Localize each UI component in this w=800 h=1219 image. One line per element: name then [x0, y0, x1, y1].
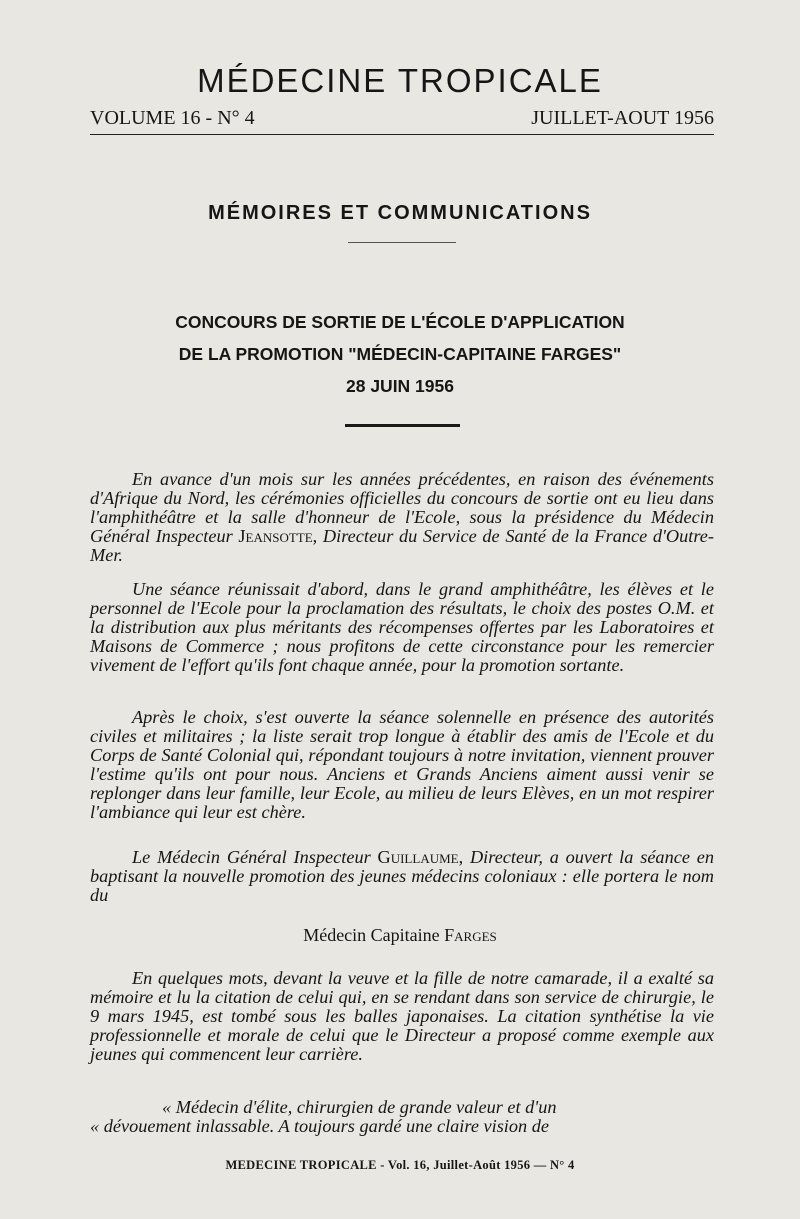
citation-quote	[90, 1098, 714, 1136]
promotion-name-farges: Farges	[444, 925, 497, 945]
page-footer: MEDECINE TROPICALE - Vol. 16, Juillet-Août 1956 — N° 4	[225, 1158, 575, 1172]
issue-date: JUILLET-AOUT 1956	[531, 107, 714, 129]
p1-text-b: Directeur du Service de Santé de la France d'Outre-Mer.	[90, 526, 714, 565]
paragraph-2	[90, 580, 714, 675]
person-name-guillaume: Guillaume,	[377, 847, 464, 867]
quote-line-1: « Médecin d'élite, chirurgien de grande valeur et d'un	[162, 1097, 557, 1117]
person-name-jeansotte: Jeansotte,	[238, 526, 318, 546]
title-divider	[345, 424, 460, 427]
article-title-line-2: DE LA PROMOTION "MÉDECIN-CAPITAINE FARGES"	[178, 344, 622, 364]
volume-number: VOLUME 16 - N° 4	[90, 107, 255, 129]
article-date: 28 JUIN 1956	[346, 376, 454, 396]
section-title: MÉMOIRES ET COMMUNICATIONS	[208, 202, 592, 224]
p4-text-b: Directeur, a ouvert la séance en baptisant la nouvelle promotion des jeunes médecins coloniaux : elle portera le nom du	[90, 847, 715, 905]
p1-text-a: En avance d'un mois sur les années précédentes, en raison des événements d'Afrique du Nord, les cérémonies officielles du concours de sortie ont eu lieu dans l'amphithéâtre et la salle d'honneur de l'Ecole, sous la présidence du Médecin Général Inspecteur	[90, 469, 714, 546]
promotion-name-prefix: Médecin Capitaine	[303, 925, 445, 945]
p2-text: Une séance réunissait d'abord, dans le grand amphithéâtre, les élèves et le personnel de l'Ecole pour la proclamation des résultats, le choix des postes O.M. et la distribution aux plus méritants des récompenses offertes par les Laboratoires et Maisons de Commerce ; nous profitons de cette circonstance pour les remercier vivement de l'effort qu'ils font chaque année, pour la promotion sortante.	[90, 579, 714, 675]
article-title	[0, 306, 800, 402]
p3-text: Après le choix, s'est ouverte la séance solennelle en présence des autorités civiles et militaires ; la liste serait trop longue à établir des amis de l'Ecole et du Corps de Santé Colonial qui, répondant toujours à notre invitation, viennent prouver l'estime qu'ils ont pour nous. Anciens et Grands Anciens aiment aussi venir se replonger dans leur famille, leur Ecole, au milieu de leurs Elèves, en un mot respirer l'ambiance qui leur est chère.	[90, 707, 714, 822]
p4-text-a: Le Médecin Général Inspecteur	[132, 847, 378, 867]
journal-title: MÉDECINE TROPICALE	[197, 62, 603, 99]
paragraph-4	[90, 848, 714, 905]
paragraph-1	[90, 470, 714, 565]
paragraph-3	[90, 708, 714, 822]
paragraph-5	[90, 969, 714, 1064]
volume-line	[90, 107, 714, 135]
quote-line-2: « dévouement inlassable. A toujours gardé une claire vision de	[90, 1116, 549, 1136]
section-divider	[348, 242, 456, 243]
promotion-name	[0, 925, 800, 946]
article-title-line-1: CONCOURS DE SORTIE DE L'ÉCOLE D'APPLICATION	[175, 312, 625, 332]
p5-text: En quelques mots, devant la veuve et la fille de notre camarade, il a exalté sa mémoire et lu la citation de celui qui, en se rendant dans son service de chirurgie, le 9 mars 1945, est tombé sous les balles japonaises. La citation synthétise la vie professionnelle et morale de celui que le Directeur a proposé comme exemple aux jeunes qui commencent leur carrière.	[90, 968, 714, 1064]
